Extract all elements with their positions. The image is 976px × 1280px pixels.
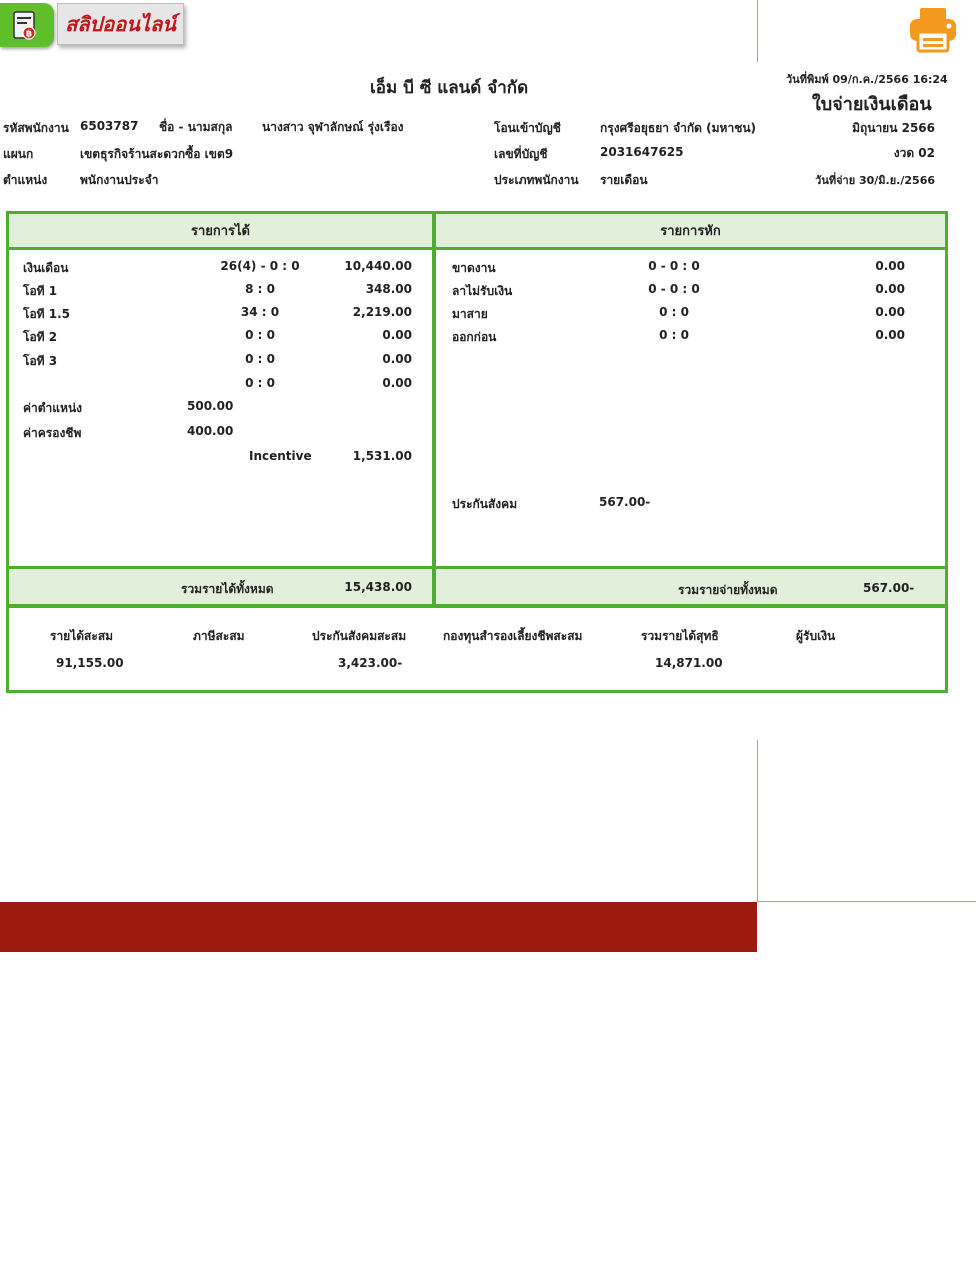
living-allowance-value: 400.00 [187, 424, 234, 438]
column-divider [432, 214, 436, 606]
slip-online-label: สลิปออนไลน์ [57, 3, 184, 45]
income-amount: 348.00 [365, 282, 412, 296]
position-value: พนักงานประจำ [80, 173, 159, 187]
net-income-value: 14,871.00 [655, 656, 723, 670]
installment: งวด 02 [893, 146, 935, 160]
deduction-qty: 0 : 0 [659, 328, 689, 342]
income-qty: 0 : 0 [245, 376, 275, 390]
printer-icon [905, 5, 961, 55]
employee-name-label: ชื่อ - นามสกุล [159, 120, 233, 134]
deduction-label-unpaid-leave: ลาไม่รับเงิน [452, 284, 513, 298]
income-label-ot15: โอที 1.5 [23, 307, 70, 321]
income-qty: 0 : 0 [245, 352, 275, 366]
account-value: 2031647625 [600, 145, 684, 159]
net-income-label: รวมรายได้สุทธิ [641, 629, 719, 643]
deduction-amount: 0.00 [875, 328, 905, 342]
position-allowance-value: 500.00 [187, 399, 234, 413]
employee-name-value: นางสาว จุฬาลักษณ์ รุ่งเรือง [262, 120, 404, 134]
income-qty: 26(4) - 0 : 0 [220, 259, 300, 273]
accum-social-security-label: ประกันสังคมสะสม [312, 629, 407, 643]
deduction-qty: 0 : 0 [659, 305, 689, 319]
pay-date: วันที่จ่าย 30/มิ.ย./2566 [815, 174, 935, 187]
employee-type-label: ประเภทพนักงาน [494, 173, 579, 187]
print-date: วันที่พิมพ์ 09/ก.ค./2566 16:24 [786, 73, 948, 86]
accum-income-label: รายได้สะสม [50, 629, 114, 643]
incentive-value: 1,531.00 [352, 449, 412, 463]
social-security-value: 567.00- [599, 495, 651, 509]
income-amount: 0.00 [382, 376, 412, 390]
living-allowance-label: ค่าครองชีพ [23, 426, 82, 440]
header-divider [9, 247, 945, 250]
receiver-label: ผู้รับเงิน [796, 629, 836, 643]
position-allowance-label: ค่าตำแหน่ง [23, 401, 83, 415]
income-label-ot3: โอที 3 [23, 354, 58, 368]
deduction-amount: 0.00 [875, 259, 905, 273]
income-label-ot1: โอที 1 [23, 284, 58, 298]
income-label-salary: เงินเดือน [23, 261, 69, 275]
income-label-ot2: โอที 2 [23, 330, 58, 344]
deduction-qty: 0 - 0 : 0 [648, 282, 700, 296]
slip-online-tab[interactable] [0, 3, 186, 47]
bank-label: โอนเข้าบัญชี [494, 121, 561, 135]
accum-income-value: 91,155.00 [56, 656, 124, 670]
income-amount: 0.00 [382, 352, 412, 366]
income-total-value: 15,438.00 [344, 580, 412, 594]
income-qty: 0 : 0 [245, 328, 275, 342]
document-title: ใบจ่ายเงินเดือน [812, 94, 932, 115]
pay-period: มิถุนายน 2566 [852, 121, 935, 135]
social-security-label: ประกันสังคม [452, 497, 518, 511]
deduction-total-label: รวมรายจ่ายทั้งหมด [678, 583, 778, 597]
provident-fund-label: กองทุนสำรองเลี้ยงชีพสะสม [443, 629, 583, 643]
page-edge-line [757, 740, 758, 902]
accum-tax-label: ภาษีสะสม [193, 629, 245, 643]
department-label: แผนก [3, 147, 34, 161]
income-total-label: รวมรายได้ทั้งหมด [181, 582, 274, 596]
income-amount: 10,440.00 [344, 259, 412, 273]
employee-id-value: 6503787 [80, 119, 139, 133]
deduction-amount: 0.00 [875, 282, 905, 296]
print-button[interactable] [905, 5, 961, 55]
deduction-total-value: 567.00- [863, 581, 915, 595]
deduction-amount: 0.00 [875, 305, 905, 319]
page-edge-line [757, 0, 758, 62]
employee-type-value: รายเดือน [600, 173, 648, 187]
income-header: รายการได้ [9, 214, 432, 247]
department-value: เขตธุรกิจร้านสะดวกซื้อ เขต9 [80, 147, 234, 161]
income-qty: 8 : 0 [245, 282, 275, 296]
page-edge-line [757, 901, 976, 902]
account-label: เลขที่บัญชี [494, 147, 548, 161]
deduction-qty: 0 - 0 : 0 [648, 259, 700, 273]
position-label: ตำแหน่ง [3, 173, 48, 187]
incentive-label: Incentive [249, 449, 312, 463]
bank-value: กรุงศรีอยุธยา จำกัด (มหาชน) [600, 121, 757, 135]
summary-divider [9, 604, 945, 608]
deduction-label-early-leave: ออกก่อน [452, 330, 497, 344]
company-name: เอ็ม บี ซี แลนด์ จำกัด [370, 78, 529, 98]
deduction-header: รายการหัก [436, 214, 945, 247]
employee-id-label: รหัสพนักงาน [3, 121, 69, 135]
deduction-label-late: มาสาย [452, 307, 488, 321]
slip-app-icon [0, 3, 54, 47]
income-amount: 2,219.00 [352, 305, 412, 319]
footer-bar [0, 902, 757, 952]
svg-text:฿: ฿ [25, 29, 33, 40]
income-qty: 34 : 0 [240, 305, 280, 319]
income-amount: 0.00 [382, 328, 412, 342]
deduction-label-absent: ขาดงาน [452, 261, 496, 275]
accum-social-security-value: 3,423.00- [338, 656, 403, 670]
